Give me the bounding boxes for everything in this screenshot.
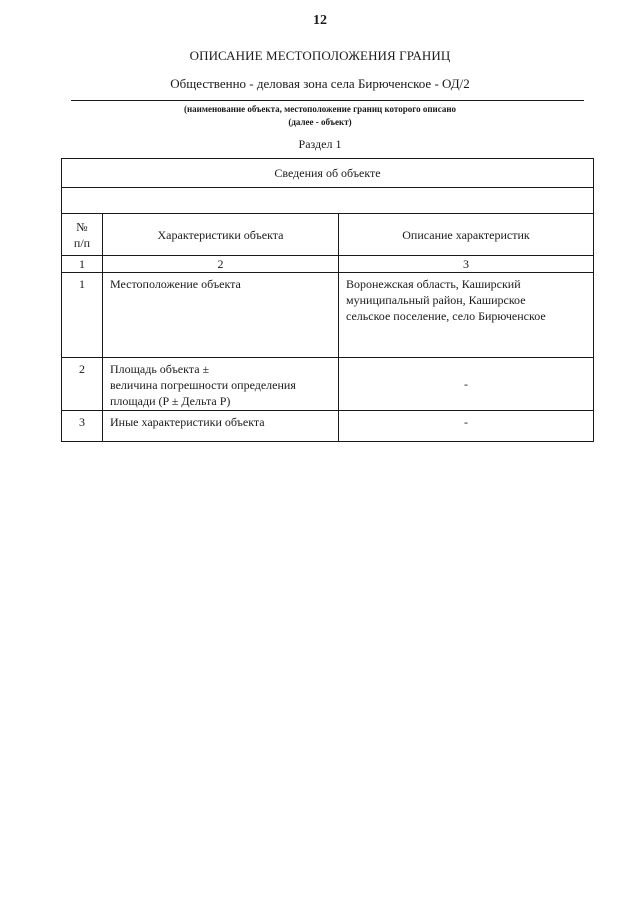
table-row (62, 411, 594, 442)
underline-rule (71, 100, 584, 101)
row-3-description: - (339, 411, 594, 442)
row-1-description (339, 273, 594, 358)
row-2-char-line-2: величина погрешности определения (110, 378, 296, 392)
table-spacer-row (62, 188, 594, 214)
column-number-3: 3 (339, 256, 594, 273)
table-title-row (62, 159, 594, 188)
column-number-row (62, 256, 594, 273)
section-title: Раздел 1 (298, 137, 342, 151)
row-1-desc-line-2: муниципальный район, Каширское (346, 293, 526, 307)
table-row (62, 273, 594, 358)
row-1-char-line-1: Местоположение объекта (110, 277, 241, 291)
row-1-num: 1 (62, 273, 103, 358)
row-3-characteristic (103, 411, 339, 442)
caption-line-2: (далее - объект) (288, 117, 352, 127)
header-num-line-2: п/п (73, 235, 91, 250)
column-number-2: 2 (103, 256, 339, 273)
document-title: ОПИСАНИЕ МЕСТОПОЛОЖЕНИЯ ГРАНИЦ (189, 48, 451, 63)
object-info-table (61, 158, 594, 442)
caption-line-1: (наименование объекта, местоположение границ которого описано (183, 104, 457, 114)
row-3-char-line-1: Иные характеристики объекта (110, 415, 265, 429)
object-caption (0, 103, 640, 129)
table-spacer (62, 188, 594, 214)
page-number: 12 (313, 13, 327, 28)
table-header-row (62, 214, 594, 256)
object-name: Общественно - деловая зона села Бирюченское - ОД/2 (170, 76, 470, 91)
column-number-1: 1 (62, 256, 103, 273)
row-2-char-line-1: Площадь объекта ± (110, 362, 210, 376)
row-2-characteristic (103, 358, 339, 411)
row-2-description: - (339, 358, 594, 411)
row-2-char-line-3: площади (P ± Дельта P) (110, 394, 231, 408)
row-1-desc-line-1: Воронежская область, Каширский (346, 277, 521, 291)
table-row (62, 358, 594, 411)
header-num-line-1: № (76, 219, 88, 234)
row-3-num: 3 (62, 411, 103, 442)
table-title: Сведения об объекте (62, 159, 594, 188)
header-num (62, 214, 103, 256)
row-1-desc-line-3: сельское поселение, село Бирюченское (346, 309, 546, 323)
row-2-num: 2 (62, 358, 103, 411)
header-description: Описание характеристик (339, 214, 594, 256)
header-characteristics: Характеристики объекта (103, 214, 339, 256)
row-1-characteristic (103, 273, 339, 358)
